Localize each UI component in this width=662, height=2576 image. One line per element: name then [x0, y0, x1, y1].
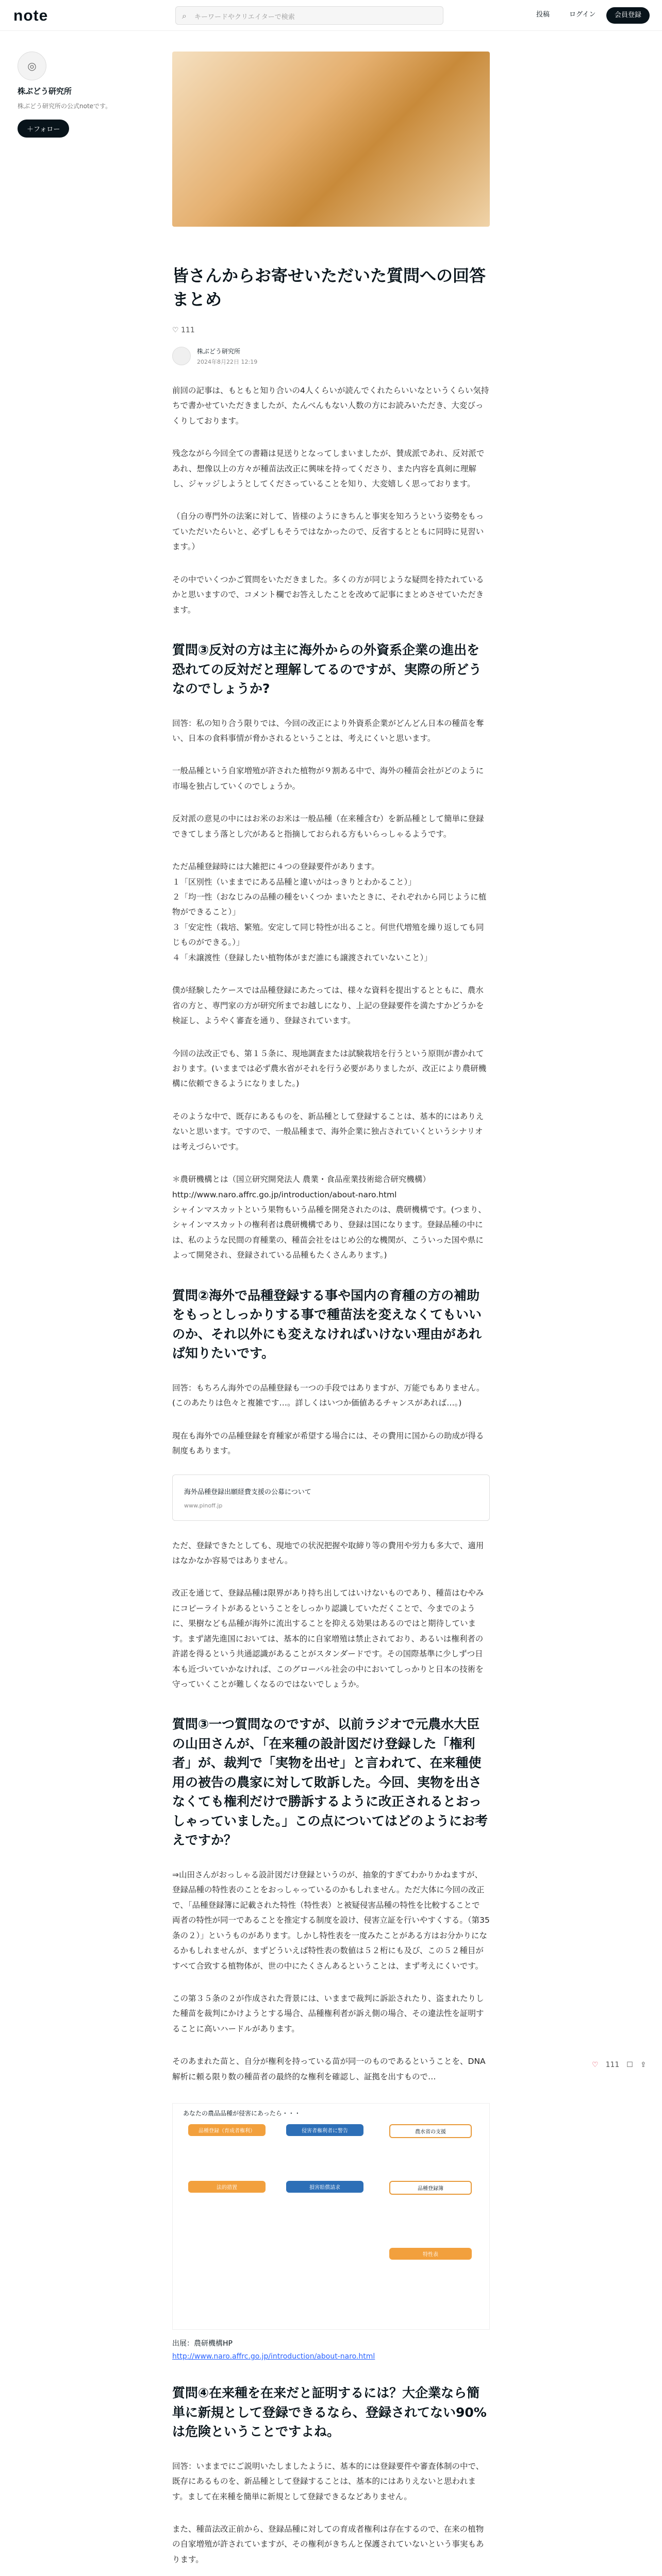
note-label: ＊農研機構とは（国立研究開発法人 農業・食品産業技術総合研究機構） [172, 1175, 431, 1184]
diagram-box: 品種登録簿 [389, 2181, 472, 2195]
paragraph [172, 859, 490, 965]
list-item: ２「均一性（おなじみの品種の種をいくつか まいたときに、それぞれから同じように植物ができること）」 [172, 892, 487, 917]
paragraph: 現在も海外での品種登録を育種家が希望する場合には、その費用に国からの助成が得る制度もあります。 [172, 1431, 484, 1456]
paragraph: そのあまれた苗と、自分が権利を持っている苗が同一のものであるということを、DNA解析に頼る限り数の種苗者の最終的な権利を確認し、証拠を出すもので… [172, 2057, 486, 2081]
diagram-box: 侵害者権利者に警告 [286, 2124, 363, 2136]
section-heading-q6: 質問④在来種を在来だと証明するには？大企業なら簡単に新規として登録できるなら、登録されてない90%は危険ということですよね。 [172, 2385, 487, 2439]
like-count[interactable] [172, 326, 490, 334]
author-name[interactable]: 株ぶどう研究所 [197, 347, 241, 355]
list-item: １「区別性（いままでにある品種と違いがはっきりとわかること）」 [172, 877, 416, 887]
paragraph: 今回の法改正でも、第１５条に、現地調査または試験栽培を行うという原則が書かれております。(いままでは必ず農水省がそれを行う必要がありましたが、改正により農研機構に依頼できるようになりました。) [172, 1048, 487, 1089]
link-card-title: 海外品種登録出願経費支援の公募について [184, 1488, 311, 1496]
paragraph: 改正を通じて、登録品種は限界があり持ち出してはいけないものであり、種苗はむやみにコピーライトがあるということをしっかり認識していただくことで、今までのように、果樹なども品種が海外に流出することを抑える効果はあるのではと期待しています。まず諸先進国においては、基本的に自家増殖は禁止されており、あるいは権利者の許諾を得るという共通認識があることがスタンダードです。その国際基準に少しずつ日本も近づいていかなければ、このグローバル社会の中においてしっかりと日本の技術を守っていくことが難しくなるのではないでしょうか。 [172, 1588, 484, 1689]
note-logo[interactable]: note [13, 7, 48, 24]
section-heading-q4: 質問②海外で品種登録する事や国内の育種の方の補助をもっとしっかりする事で種苗法を変えなくてもいいのか、それ以外にも変えなければいけない理由があれば知りたいです。 [172, 1287, 482, 1361]
diagram-title: あなたの農品品種が侵害にあったら・・・ [183, 2110, 301, 2117]
paragraph: 反対派の意見の中にはお米のお米は一般品種（在来種含む）を新品種として簡単に登録できてしまう落とし穴があると指摘しておられる方もいらっしゃるようです。 [172, 814, 484, 839]
section-heading-q3: 質問③反対の方は主に海外からの外資系企業の進出を恐れての反対だと理解してるのですが、実際の所どうなのでしょうか? [172, 642, 482, 697]
sidebar [18, 52, 136, 138]
creator-description: 株ぶどう研究所の公式noteです。 [18, 103, 112, 110]
follow-label: フォロー [34, 126, 60, 134]
login-button[interactable]: ログイン [569, 11, 596, 19]
list-intro: ただ品種登録時には大雑把に４つの登録要件があります。 [172, 862, 379, 872]
top-bar [0, 0, 662, 31]
paragraph: 前回の記事は、もともと知り合いの4人くらいが読んでくれたらいいなというくらい気持ちで書かせていただきましたが、たんべんもない人数の方にお読みいただき、大変びっくりしております。 [172, 385, 489, 426]
like-count-value: 111 [181, 326, 195, 334]
paragraph: また、種苗法改正前から、登録品種に対しての育成者権利は存在するので、在来の植物の自家増殖が許されていますが、その権利がきちんと保護されていないという事実もあります。 [172, 2524, 484, 2564]
paragraph: 回答：もちろん海外での品種登録も一つの手段ではありますが、万能でもありません。(このあたりは色々と複雑です…。詳しくはいつか価値あるチャンスがあれば…。) [172, 1383, 485, 1408]
paragraph: ⇒山田さんがおっしゃる設計図だけ登録というのが、抽象的すぎてわかりかねますが、登録品種の特性表のことをおっしゃっているのかもしれません。ただ大体に今回の改正で、「品種登録簿に記載された特性（特性表）と被疑侵害品種の特性を比較することで 両者の特性が同一であることを推定する制度を設け、侵害立証を行いやすくする。（第35条の２）」というものがあります。しかし特性表を一度みたことがある方はお分かりになるかもしれませんが、まずどういえば特性表の数値は５２桁にも及び、この５２種目がすべて合致する植物体が、世の中にたくさんあるということは、まず考えにくいです。 [172, 1870, 490, 1971]
search-icon: ⌕ [182, 11, 187, 21]
list-item: ３「安定性（栽培、繁殖。安定して同じ特性が出ること。何世代増殖を繰り返しても同じものができる。）」 [172, 922, 484, 947]
paragraph [172, 1172, 490, 1263]
follow-button[interactable]: ＋フォロー [18, 120, 69, 138]
list-item: ４「未譲渡性（登録したい植物体がまだ誰にも譲渡されていないこと）」 [172, 953, 432, 962]
hero-image [172, 52, 490, 227]
creator-name[interactable]: 株ぶどう研究所 [18, 87, 72, 96]
article-body [172, 383, 490, 2568]
like-icon[interactable]: ♡ [592, 2061, 599, 2069]
figure-source: 出展：農研機構HP [172, 2340, 233, 2348]
diagram-box: 農水省の支援 [389, 2124, 472, 2138]
diagram-box: 品種登録（育成者権利） [188, 2124, 266, 2136]
comment-icon[interactable]: ☐ [626, 2061, 633, 2069]
link-card-domain: www.pinoff.jp [184, 1502, 223, 1509]
article-title: 皆さんからお寄せいただいた質問への回答まとめ [172, 266, 486, 310]
paragraph: その中でいくつかご質問をいただきました。多くの方が同じような疑問を持たれているかと思いますので、コメント欄でお答えしたことを改めて記事にまとめさせていただきます。 [172, 574, 484, 615]
publish-date: 2024年8月22日 12:19 [197, 358, 258, 365]
infringement-diagram [172, 2103, 490, 2330]
paragraph: この第３５条の２が作成された背景には、いままで裁判に訴訟されたり、盗まれたりした種苗を裁判にかけようとする場合、品種権利者が訴え側の場合、その違法性を証明することに高いハードルがあります。 [172, 1994, 484, 2033]
paragraph: 僕が経験したケースでは品種登録にあたっては、様々な資料を提出するとともに、農水省の方と、専門家の方が研究所までお越しになり、上記の登録要件を満たすかどうかを検証し、ようやく審査を通り、登録されています。 [172, 986, 484, 1026]
heart-icon: ♡ [172, 326, 179, 334]
diagram-box: 特性表 [389, 2248, 472, 2260]
search-input[interactable] [175, 6, 443, 25]
diagram-box: 損害賠償請求 [286, 2181, 363, 2193]
search-placeholder: キーワードやクリエイターで検索 [194, 13, 295, 21]
article [172, 52, 490, 2567]
diagram-box: 法的措置 [188, 2181, 266, 2193]
paragraph: 一般品種という自家増殖が許された植物が９割ある中で、海外の種苗会社がどのように市場を独占していくのでしょうか。 [172, 766, 484, 791]
paragraph: 回答：いままでにご説明いたしましたように、基本的には登録要件や審査体制の中で、既存にあるものを、新品種として登録することは、基本的にはありえないと思われます。まして在来種を簡単に新規として登録できるなどありません。 [172, 2461, 484, 2501]
signup-button[interactable]: 会員登録 [606, 7, 650, 24]
post-button[interactable]: 投稿 [536, 11, 550, 19]
author-block [172, 347, 490, 366]
creator-avatar[interactable]: ◎ [18, 52, 46, 80]
source-link[interactable]: http://www.naro.affrc.go.jp/introduction/about-naro.html [172, 2352, 375, 2361]
section-heading-q5: 質問③一つ質問なのですが、以前ラジオで元農水大臣の山田さんが、「在来種の設計図だけ登録した「権利者」が、裁判で「実物を出せ」と言われて、在来種使用の被告の農家に対して敗訴した。今回、実物を出さなくても権利だけで勝訴するように改正されるとおっしゃっていました。」この点についてはどのようにお考えですか？ [172, 1717, 488, 1848]
paragraph: 回答：私の知り合う限りでは、今回の改正により外資系企業がどんどん日本の種苗を奪い、日本の食料事情が脅かされるということは、考えにくいと思います。 [172, 718, 484, 743]
floating-reactions [592, 2061, 647, 2069]
floating-like-count: 111 [605, 2061, 620, 2069]
paragraph: （自分の専門外の法案に対して、皆様のようにきちんと事実を知ろうという姿勢をもっていただいたらいと、必ずしもそうではなかったので、反省するとともに同時に見習います。） [172, 512, 484, 552]
paragraph: 残念ながら今回全ての書籍は見送りとなってしまいましたが、賛成派であれ、反対派であれ、想像以上の方々が種苗法改正に興味を持ってくださり、また内容を真剣に理解し、ジャッジしようとしてくださっていることを知り、大変嬉しく思っております。 [172, 449, 485, 488]
link-card[interactable] [172, 1475, 490, 1521]
paragraph: ただ、登録できたとしても、現地での状況把握や取締り等の費用や労力も多大で、適用はなかなか容易ではありません。 [172, 1540, 484, 1565]
author-avatar[interactable] [172, 347, 191, 365]
note-url-link[interactable]: http://www.naro.affrc.go.jp/introduction/about-naro.html [172, 1190, 397, 1199]
note-text: シャインマスカットという果物もいう品種を開発されたのは、農研機構です。(つまり、シャインマスカットの権利者は農研機構であり、登録は国になります。登録品種の中には、私のような民間の育種業の、種苗会社をはじめ公的な機関が、こういった国や県によって開発され、登録されている品種もたくさんあります。) [172, 1205, 486, 1260]
paragraph: そのような中で、既存にあるものを、新品種として登録することは、基本的にはありえないと思います。ですので、一般品種まで、海外企業に独占されていくというシナリオは考えづらいです。 [172, 1111, 484, 1151]
share-icon[interactable]: ⇪ [640, 2061, 647, 2069]
